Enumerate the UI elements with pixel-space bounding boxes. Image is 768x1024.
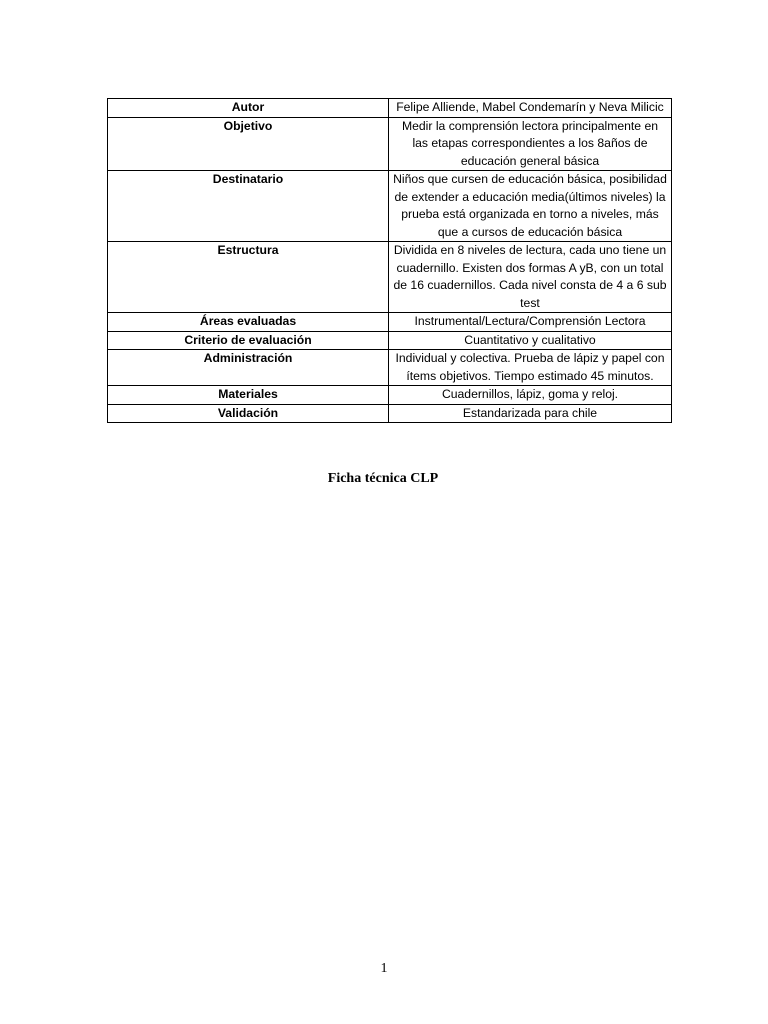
table-row — [108, 331, 672, 350]
row-value: Felipe Alliende, Mabel Condemarín y Neva Milicic — [389, 99, 672, 118]
table-row — [108, 242, 672, 313]
row-label: Criterio de evaluación — [108, 331, 389, 350]
row-value: Instrumental/Lectura/Comprensión Lectora — [389, 313, 672, 332]
page-number: 1 — [380, 961, 388, 976]
row-value: Niños que cursen de educación básica, posibilidad de extender a educación media(últimos niveles) la prueba está organizada en torno a niveles, más que a cursos de educación básica — [389, 171, 672, 242]
row-label: Estructura — [108, 242, 389, 313]
table-row — [108, 313, 672, 332]
row-label: Administración — [108, 350, 389, 386]
row-label: Áreas evaluadas — [108, 313, 389, 332]
row-label: Autor — [108, 99, 389, 118]
table-row — [108, 350, 672, 386]
row-value: Estandarizada para chile — [389, 404, 672, 423]
row-value: Dividida en 8 niveles de lectura, cada uno tiene un cuadernillo. Existen dos formas A yB, con un total de 16 cuadernillos. Cada nivel consta de 4 a 6 sub test — [389, 242, 672, 313]
row-value: Cuadernillos, lápiz, goma y reloj. — [389, 386, 672, 405]
technical-sheet-table — [107, 98, 672, 423]
table-row — [108, 117, 672, 171]
table-caption: Ficha técnica CLP — [327, 471, 439, 486]
row-label: Destinatario — [108, 171, 389, 242]
row-label: Validación — [108, 404, 389, 423]
table-row — [108, 171, 672, 242]
table-row — [108, 404, 672, 423]
table-row — [108, 99, 672, 118]
row-label: Materiales — [108, 386, 389, 405]
row-value: Individual y colectiva. Prueba de lápiz y papel con ítems objetivos. Tiempo estimado 45 minutos. — [389, 350, 672, 386]
table-row — [108, 386, 672, 405]
row-value: Medir la comprensión lectora principalmente en las etapas correspondientes a los 8años de educación general básica — [389, 117, 672, 171]
row-value: Cuantitativo y cualitativo — [389, 331, 672, 350]
row-label: Objetivo — [108, 117, 389, 171]
